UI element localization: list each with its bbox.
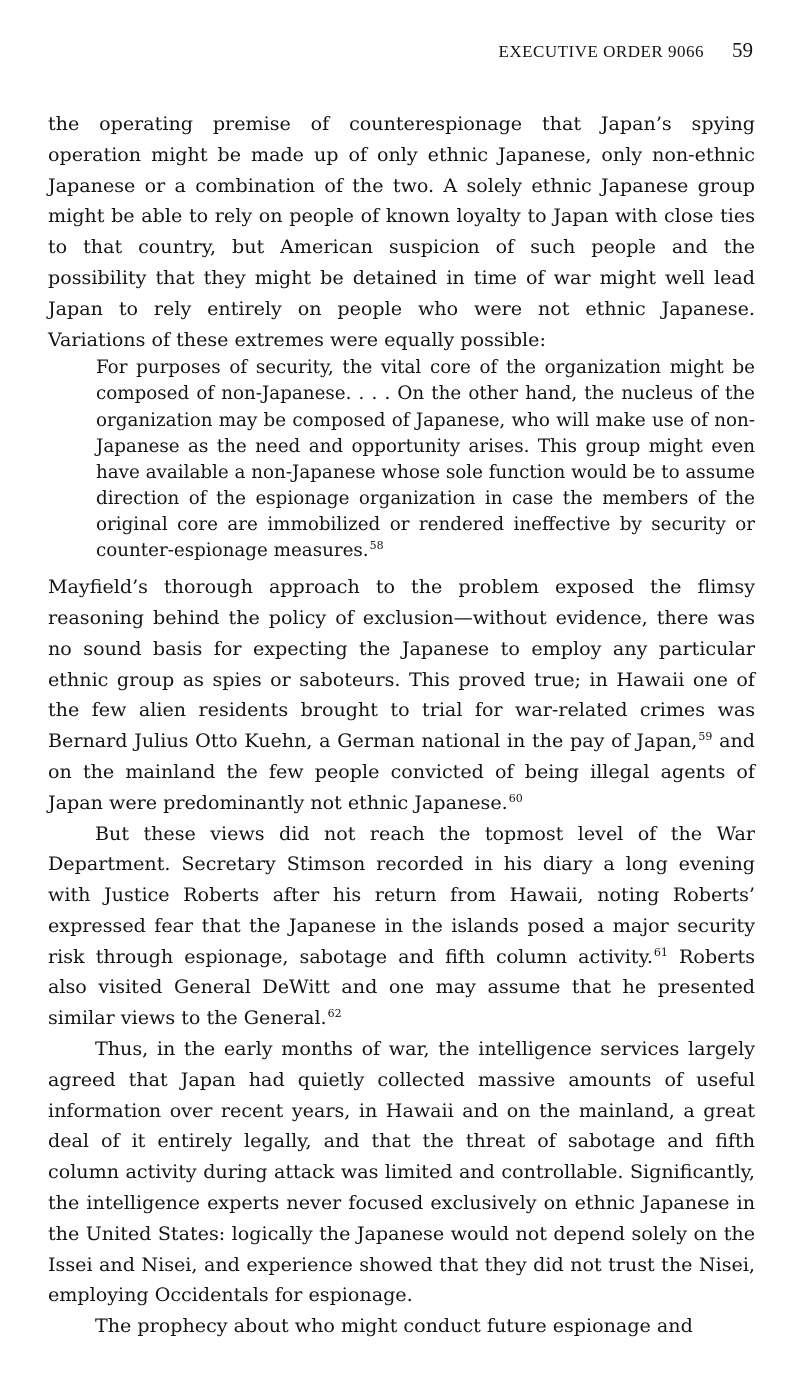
paragraph-4: Thus, in the early months of war, the intelligence services largely agreed that Japan had quietly collected massive amounts of useful information over recent years, in Hawaii and on the mainland, a great deal of it entirely legally, and that the threat of sabotage and fifth column activity during attack was limited and controllable. Significantly, the intelligence experts never focused exclusively on ethnic Japanese in the United States: logically the Japanese would not depend solely on the Issei and Nisei, and experience showed that they did not trust the Nisei, employing Occidentals for espionage.	[48, 1037, 755, 1307]
paragraph-2-part-1: Mayfield’s thorough approach to the problem exposed the flimsy reasoning behind the policy of exclusion—without evidence, there was no sound basis for expecting the Japanese to employ any particular ethnic group as spies or saboteurs. This proved true; in Hawaii one of the few alien residents brought to trial for war-related crimes was Bernard Julius Otto Kuehn, a German national in the pay of Japan,	[48, 575, 755, 753]
footnote-ref-61: 61	[653, 945, 668, 959]
footnote-ref-60: 60	[508, 791, 523, 805]
page-number: 59	[732, 38, 753, 62]
footnote-ref-59: 59	[698, 730, 713, 744]
paragraph-2	[48, 572, 755, 818]
running-title: EXECUTIVE ORDER 9066	[498, 42, 704, 61]
paragraph-3	[48, 819, 755, 1035]
footnote-ref-62: 62	[327, 1007, 342, 1021]
block-quote-body: For purposes of security, the vital core of the organization might be composed of non-Japanese. . . . On the other hand, the nucleus of the organization may be composed of Japanese, who will make use of non-Japanese as the need and opportunity arises. This group might even have available a non-Japanese whose sole function would be to assume direction of the espionage organization in case the members of the original core are immobilized or rendered ineffective by security or counter-espionage measures.	[96, 357, 755, 562]
paragraph-5: The prophecy about who might conduct future espionage and	[95, 1314, 693, 1338]
paragraph-1: the operating premise of counterespionage that Japan’s spying operation might be made up of only ethnic Japanese, only non-ethnic Japanese or a combination of the two. A solely ethnic Japanese group might be able to rely on people of known loyalty to Japan with close ties to that country, but American suspicion of such people and the possibility that they might be detained in time of war might well lead Japan to rely entirely on people who were not ethnic Japanese. Variations of these extremes were equally possible:	[48, 112, 755, 351]
body-text	[48, 109, 755, 1342]
paragraph-2-part-2: and on the mainland the few people convicted of being illegal agents of Japan were predominantly not ethnic Japanese.	[48, 729, 755, 814]
paragraph-3-part-1: But these views did not reach the topmost level of the War Department. Secretary Stimson recorded in his diary a long evening with Justice Roberts after his return from Hawaii, noting Roberts’ expressed fear that the Japanese in the islands posed a major security risk through espionage, sabotage and fifth column activity.	[48, 821, 755, 968]
block-quote-text	[96, 355, 755, 564]
block-quote	[96, 355, 755, 564]
running-header	[0, 38, 753, 63]
footnote-ref-58: 58	[369, 539, 384, 553]
paragraph-3-part-2: Roberts also visited General DeWitt and one may assume that he presented similar views to the General.	[48, 944, 755, 1030]
